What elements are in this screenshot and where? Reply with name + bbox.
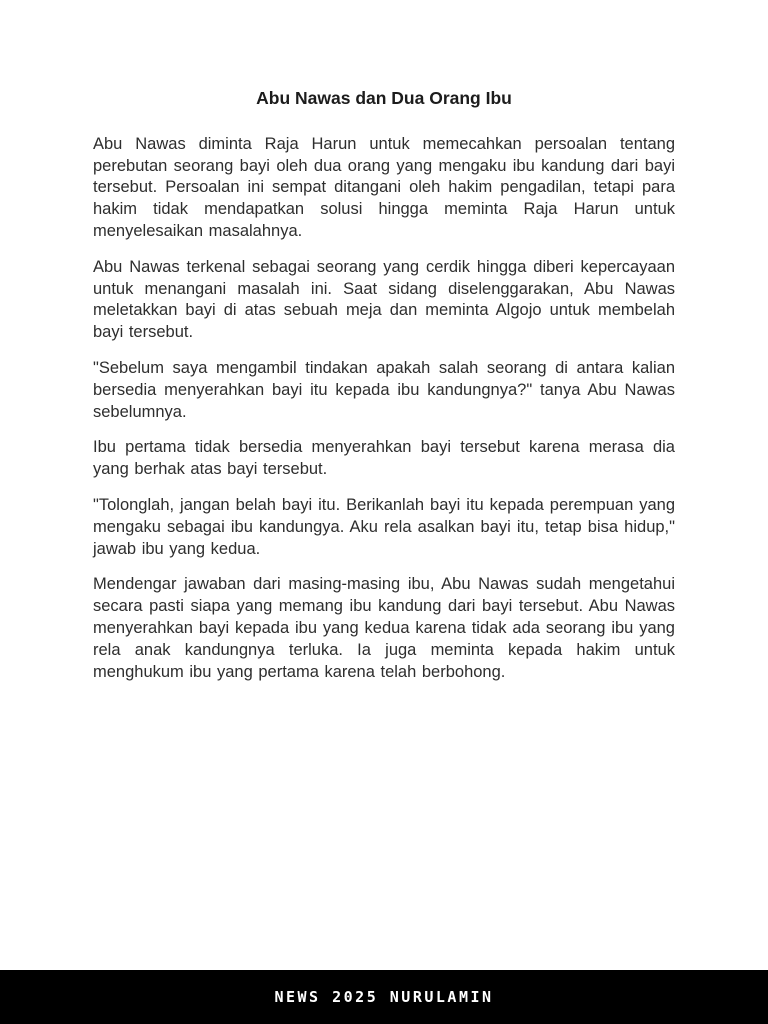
page-title: Abu Nawas dan Dua Orang Ibu [256,88,512,108]
paragraph-4: Ibu pertama tidak bersedia menyerahkan bayi tersebut karena merasa dia yang berhak atas bayi tersebut. [93,438,675,479]
paragraph-5: "Tolonglah, jangan belah bayi itu. Berikanlah bayi itu kepada perempuan yang mengaku sebagai ibu kandungya. Aku rela asalkan bayi itu, tetap bisa hidup," jawab ibu yang kedua. [93,496,675,558]
paragraph-2: Abu Nawas terkenal sebagai seorang yang cerdik hingga diberi kepercayaan untuk menangani masalah ini. Saat sidang diselenggarakan, Abu Nawas meletakkan bayi di atas sebuah meja dan meminta Algojo untuk membelah bayi tersebut. [93,257,675,342]
footer-bar [0,970,768,1024]
paragraph-1: Abu Nawas diminta Raja Harun untuk memecahkan persoalan tentang perebutan seorang bayi oleh dua orang yang mengaku ibu kandung dari bayi tersebut. Persoalan ini sempat ditangani oleh hakim pengadilan, tetapi para hakim tidak mendapatkan solusi hingga meminta Raja Harun untuk menyelesaikan masalahnya. [93,134,675,241]
paragraph-3: "Sebelum saya mengambil tindakan apakah salah seorang di antara kalian bersedia menyerahkan bayi itu kepada ibu kandungnya?" tanya Abu Nawas sebelumnya. [93,359,675,421]
paragraph-6: Mendengar jawaban dari masing-masing ibu, Abu Nawas sudah mengetahui secara pasti siapa yang memang ibu kandung dari bayi tersebut. Abu Nawas menyerahkan bayi kepada ibu yang kedua karena tidak ada seorang ibu yang rela anak kandungnya terluka. Ia juga meminta kepada hakim untuk menghukum ibu yang pertama karena telah berbohong. [93,575,675,681]
footer-text: NEWS 2025 NURULAMIN [274,988,494,1006]
